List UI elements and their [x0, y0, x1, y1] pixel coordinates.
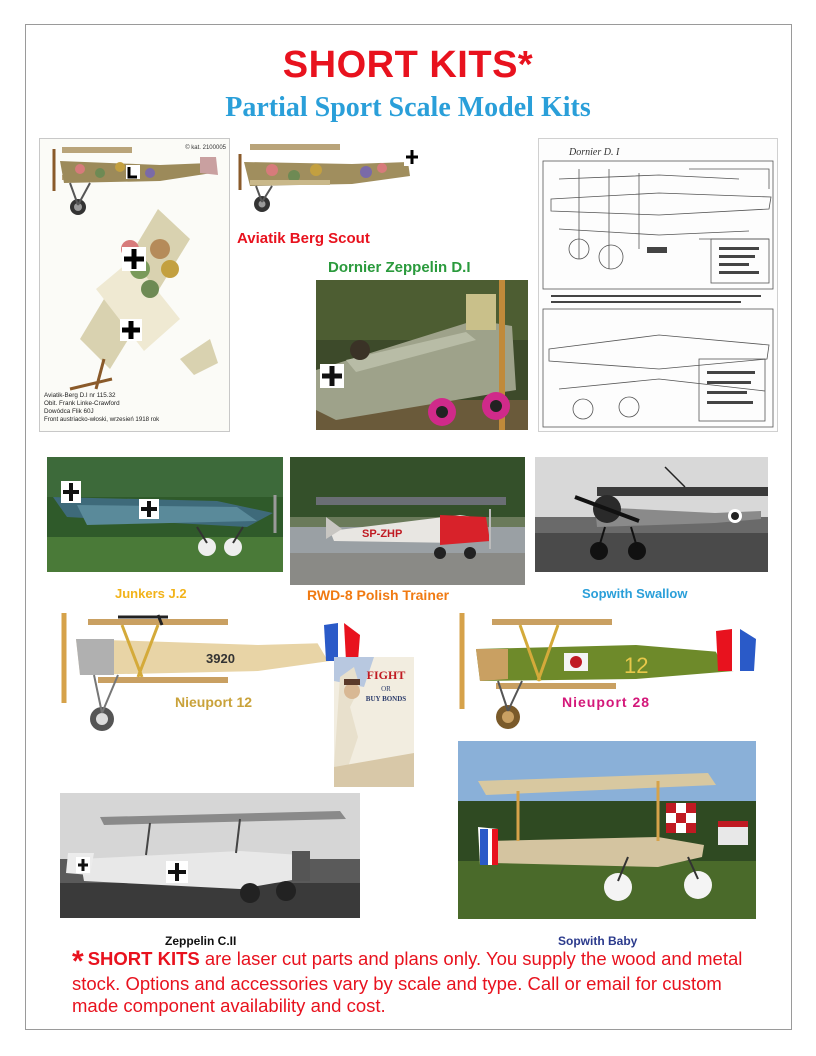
- zeppelin-cii-photo: [60, 793, 360, 918]
- caption-rwd8: RWD-8 Polish Trainer: [307, 587, 450, 603]
- caption-nieuport-28: Nieuport 28: [562, 694, 651, 710]
- aviatik-ref-text: © kat. 2100005: [185, 145, 226, 151]
- footnote-bold-lead: SHORT KITS: [87, 948, 200, 969]
- aviatik-info-line-4: Front austriacko-włoski, wrzesień 1918 rok: [44, 416, 160, 423]
- caption-junkers-j2: Junkers J.2: [115, 586, 187, 601]
- dornier-photo: [316, 280, 528, 430]
- aviatik-info-line-1: Aviatik-Berg D.I nr 115.32: [44, 392, 116, 399]
- poster-fight-text: FIGHT: [366, 668, 406, 682]
- footnote-asterisk: *: [72, 945, 84, 978]
- caption-sopwith-swallow: Sopwith Swallow: [582, 586, 688, 601]
- nieuport28-number: 12: [624, 653, 649, 678]
- sopwith-baby-photo: [458, 741, 756, 919]
- poster-or-text: OR: [381, 685, 391, 693]
- caption-zeppelin-c2: Zeppelin C.II: [165, 934, 237, 948]
- rwd8-photo: [290, 457, 525, 585]
- junkers-photo: [47, 457, 283, 572]
- footnote-paragraph: [72, 945, 752, 1017]
- caption-dornier-zeppelin: Dornier Zeppelin D.I: [328, 259, 471, 276]
- rwd8-registration: SP-ZHP: [362, 528, 403, 540]
- poster-bonds-text: BUY BONDS: [365, 695, 407, 703]
- sopwith-swallow-photo: [535, 457, 768, 572]
- page-title: SHORT KITS*: [282, 44, 534, 86]
- aviatik-info-line-3: Dowódca Flik 60J: [44, 408, 94, 415]
- page-subtitle: Partial Sport Scale Model Kits: [225, 92, 591, 123]
- dornier-plan-image: [538, 138, 778, 432]
- aviatik-info-line-2: Obit. Frank Linke-Crawford: [44, 400, 120, 407]
- footnote-text: are laser cut parts and plans only. You supply the wood and metal stock. Options and accessories vary by scale and type. Call or email for custom made component availability and cost.: [72, 948, 743, 1016]
- caption-aviatik-berg-scout: Aviatik Berg Scout: [237, 230, 370, 247]
- dornier-plan-title: Dornier D. I: [569, 147, 620, 158]
- nieuport12-number: 3920: [206, 651, 235, 666]
- caption-sopwith-baby: Sopwith Baby: [558, 934, 638, 948]
- nieuport28-profile-image: [456, 613, 760, 737]
- aviatik-profile-image: [232, 140, 422, 214]
- caption-nieuport-12: Nieuport 12: [175, 694, 253, 710]
- nieuport12-profile-image: [58, 613, 362, 737]
- aviatik-drawing-image: [39, 138, 230, 432]
- fight-poster-image: [334, 657, 414, 787]
